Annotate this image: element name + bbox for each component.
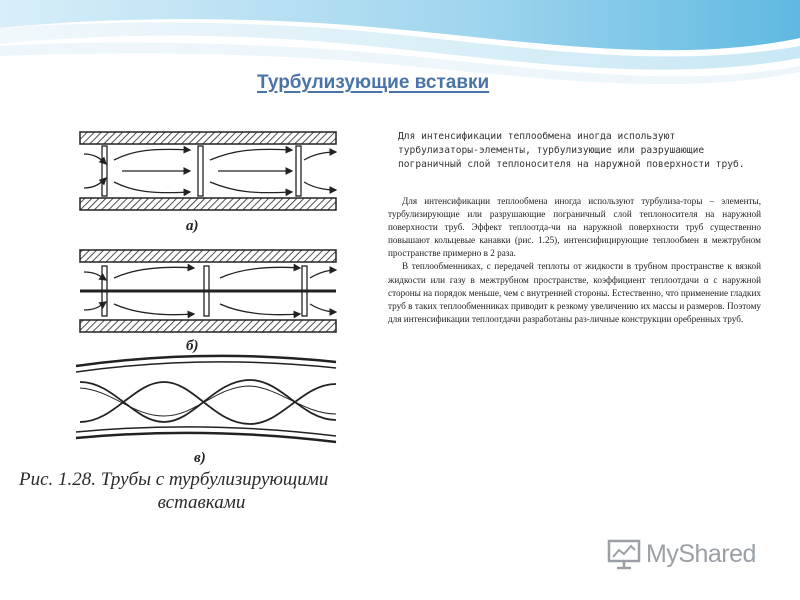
logo-text: MyShared [646, 539, 756, 568]
tube-a [80, 132, 336, 210]
myshared-logo[interactable] [606, 536, 756, 572]
intro-text: Для интенсификации теплообмена иногда используют турбулизаторы-элементы, турбулизующие или разрушающие пограничный слой теплоносителя на наружной поверхности труб. [398, 131, 745, 170]
figure-label-c: в) [194, 450, 206, 466]
presentation-board-icon [606, 538, 642, 570]
book-paragraph-1: Для интенсификации теплообмена иногда используют турбулиза-торы – элементы, турбулизирующие или разрушающие пограничный слой теплоносителя на наружной поверхности труб. Эффект теплоотда-чи на наружной поверхности труб существенно повышают кольцевые канавки (рис. 1.25), интенсифицирующие теплообмен в межтрубном пространстве примерно в 2 раза. [388, 196, 761, 259]
tube-c [76, 356, 336, 442]
tube-figure [14, 120, 386, 520]
figure-caption-line1: Рис. 1.28. Трубы с турбулизирующими [19, 469, 329, 490]
figure-label-a: а) [186, 218, 199, 234]
slide-title: Турбулизующие вставки [257, 72, 490, 93]
book-paragraph-2: В теплообменниках, с передачей теплоты от жидкости в трубном пространстве к вязкой жидкости или газу в межтрубном пространстве, коэффициент теплоотдачи α с наружной стороны на порядок меньше, чем с внутренней стороны. Естественно, что применение гладких труб в таких теплообменниках приводит к резкому увеличению их массы и размеров. Поэтому для интенсификации теплоотдачи разработаны раз-личные конструкции оребренных труб. [388, 261, 761, 324]
figure-caption [19, 468, 384, 514]
figure-label-b: б) [186, 338, 199, 354]
book-excerpt [388, 195, 761, 326]
tube-b [80, 250, 336, 332]
figure-caption-line2: вставками [157, 492, 246, 513]
